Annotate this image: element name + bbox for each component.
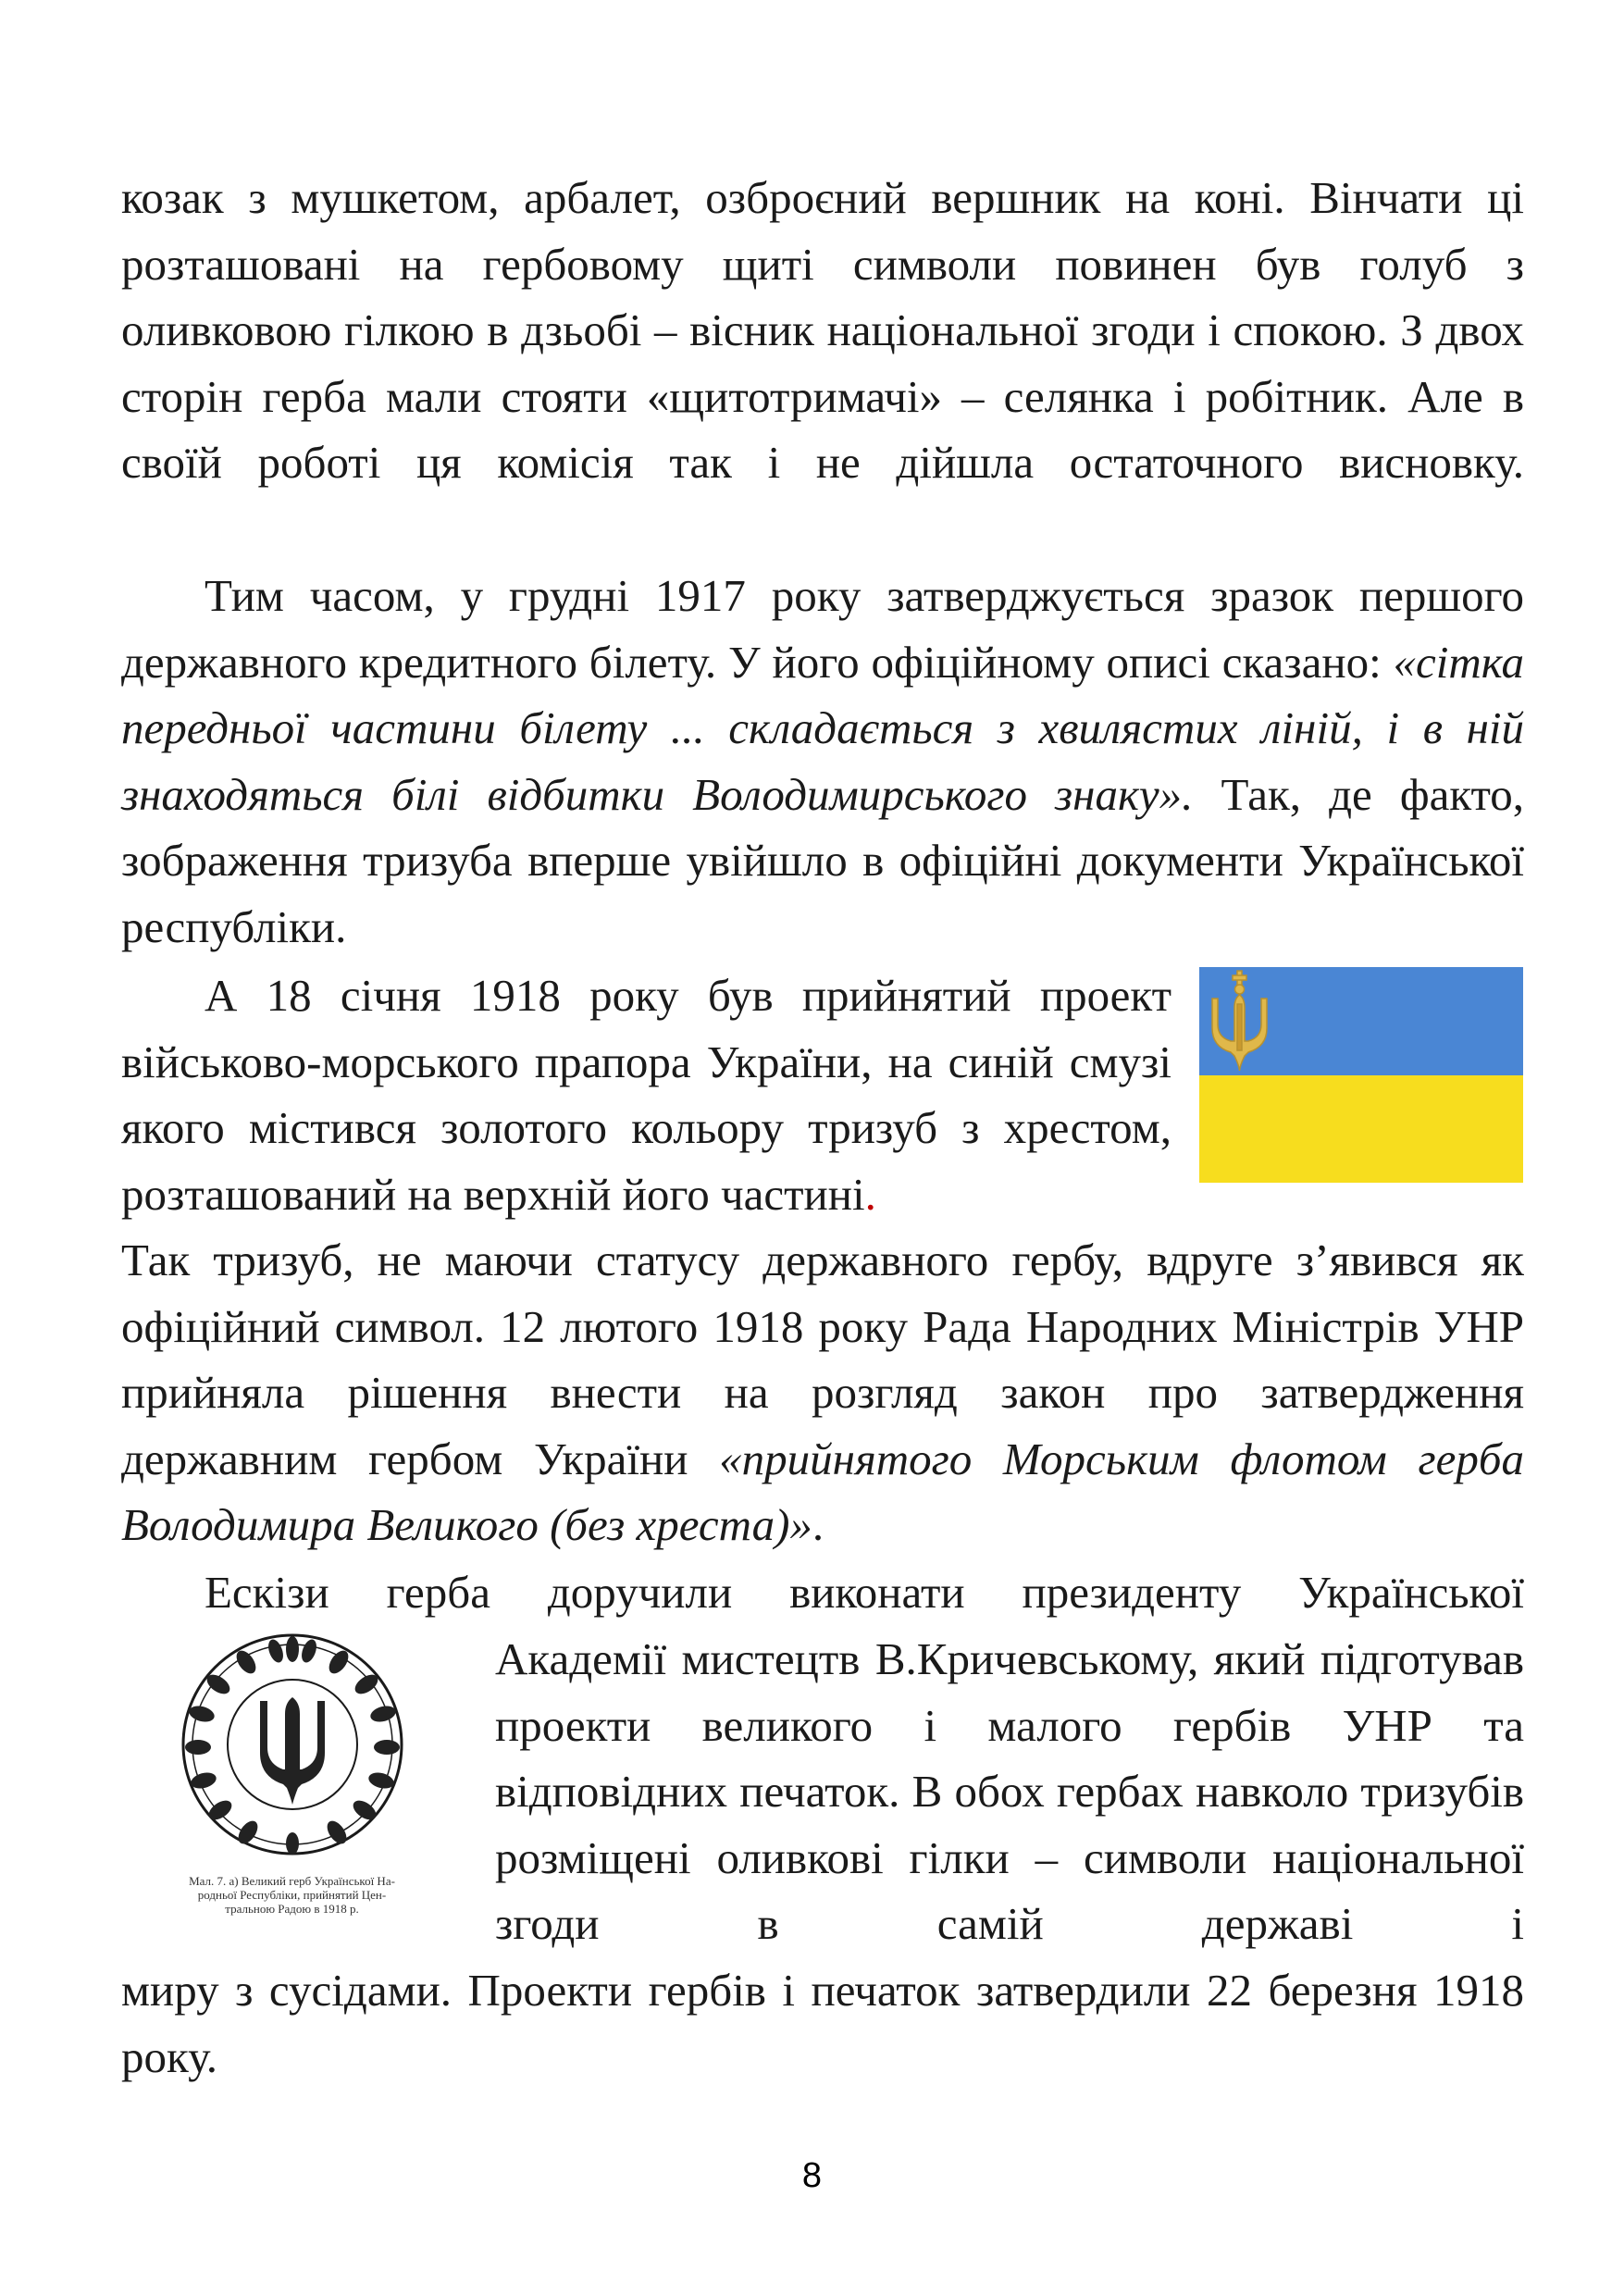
emblem-caption: [128, 1874, 456, 1916]
caption-line: тральною Радою в 1918 р.: [225, 1902, 359, 1916]
red-period: .: [864, 1168, 876, 1220]
emblem-figure: [128, 1629, 456, 1925]
quote-text: «прийнятого Морським флотом герба Володимира Великого (без хреста)»: [121, 1433, 1524, 1550]
paragraph-text: А 18 січня 1918 року був прийнятий проект військово-морського прапора України, на синій смузі якого містився золотого кольору тризуб з хрестом, розташований на верхній його частині: [121, 970, 1172, 1220]
trident-wreath-icon: [128, 1629, 456, 1860]
paragraph-text: Академії мистецтв В.Кричевському, який підготував проекти великого і малого гербів УНР та відповідних печаток. В обох гербах навколо тризубів розміщені оливкові гілки – символи національної згоди в самій державі і: [495, 1633, 1524, 1949]
paragraph-approval: [121, 1957, 1524, 2090]
caption-line: родньої Республіки, прийнятий Цен-: [197, 1888, 387, 1902]
caption-line: Мал. 7. а) Великий герб Української На-: [189, 1874, 395, 1888]
naval-flag-image: [1199, 967, 1523, 1183]
paragraph-krychevsky: [495, 1626, 1524, 1957]
quote-text: «сітка передньої частини білету ... складається з хвилястих ліній, і в ній знаходяться білі відбитки Володимирського знаку».: [121, 636, 1524, 820]
paragraph-sketches-line: [121, 1559, 1524, 1626]
flag-yellow-stripe: [1199, 1075, 1523, 1183]
page-number: 8: [801, 2156, 823, 2195]
paragraph-naval-flag: [121, 962, 1172, 1227]
paragraph-text: Ескізи герба доручили виконати президенту Української: [205, 1567, 1524, 1618]
paragraph-text: миру з сусідами. Проекти гербів і печаток затвердили 22 березня 1918 року.: [121, 1965, 1524, 2082]
paragraph-text: Так, де факто, зображення тризуба вперше увійшло в офіційні документи Української республіки.: [121, 768, 1525, 952]
paragraph-comission: [121, 165, 1524, 496]
paragraph-credit-ticket: [121, 563, 1524, 960]
paragraph-trident-status: [121, 1227, 1524, 1558]
paragraph-text: .: [812, 1499, 824, 1550]
paragraph-text: козак з мушкетом, арбалет, озброєний вершник на коні. Вінчати ці розташовані на гербовому щиті символи повинен був голуб з оливковою гілкою в дзьобі – вісник національної згоди і спокою. З двох сторін герба мали стояти «щитотримачі» – селянка і робітник. Але в своїй роботі ця комісія так і не дійшла остаточного висновку.: [121, 172, 1524, 488]
flag-blue-stripe: [1199, 967, 1523, 1075]
paragraph-text: Тим часом, у грудні 1917 року затверджується зразок першого державного кредитного білету. У його офіційному описі сказано:: [121, 570, 1524, 688]
paragraph-text: Так тризуб, не маючи статусу державного гербу, вдруге з’явився як офіційний символ. 12 лютого 1918 року Рада Народних Міністрів УНР прийняла рішення внести на розгляд закон про затвердження державним гербом України: [121, 1235, 1524, 1484]
